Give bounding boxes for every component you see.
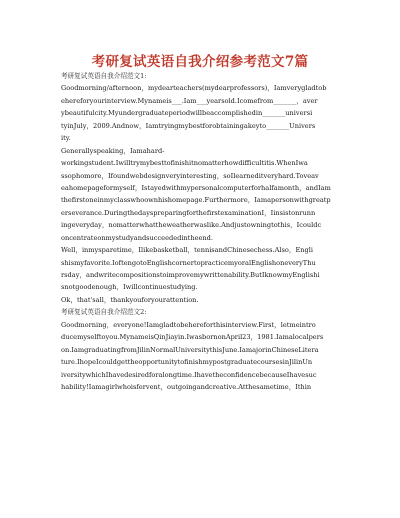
body-line: oncentrateonmystudyandsucceededintheend. bbox=[61, 233, 213, 242]
body-line: Goodmorning，everyone!Iamgladtobehereforthisinterview.First，letmeintro bbox=[61, 320, 316, 329]
body-line: ture.IhopeIcouldgettheopportunitytofinishmypostgraduatecoursesinJilinUn bbox=[61, 358, 313, 367]
body-line: tyinJuly，2009.Andnow，Iamtryingmybestforobtainingakeyto_______Univers bbox=[61, 121, 316, 130]
body-line: thefirstoneinmyclasswhoownhishomepage.Furthermore，Iamapersonwithgreatp bbox=[61, 196, 331, 205]
body-line: iversitywhichIhavedesiredforalongtime.IhavetheconfidencebecauseIhavesuc bbox=[61, 370, 317, 379]
body-line: ybeautifulcity.Myundergraduateperiodwillbeaccomplishedin_______universi bbox=[61, 109, 313, 118]
body-line: ehereforyourinterview.Mynameis___.Iam___yearsold.Icomefrom_______，aver bbox=[61, 96, 318, 105]
body-line: hability!Iamagirlwhoisfervent，outgoingandcreative.Atthesametime，Ithin bbox=[61, 382, 312, 391]
body-line: erseverance.DuringthedayspreparingforthefirstexaminationI，Iinsistonrunn bbox=[61, 208, 316, 217]
body-line: Ok，that'sall，thankyouforyourattention. bbox=[61, 295, 199, 304]
body-line: Goodmorning/afternoon，mydearteachers(mydearprofessors)，Iamverygladtob bbox=[61, 84, 327, 93]
document-title: 考研复试英语自我介绍参考范文7篇 bbox=[91, 54, 309, 70]
body-line: ingeveryday，nomatterwhattheweatherwaslike.Andjustowningtothis，Icouldc bbox=[61, 221, 322, 230]
body-line: shismyfavorite.IoftengotoEnglishcornertopracticemyoralEnglishoneveryThu bbox=[61, 258, 316, 267]
body-line: workingstudent.Iwilltrymybesttofinishitnomatterhowdifficultitis.WhenIwa bbox=[61, 159, 308, 168]
body-line: rsday，andwritecompositionstoimprovemywrittenability.ButIknowmyEnglishi bbox=[61, 271, 320, 279]
body-line: snotgoodenough，Iwillcontinuestudying. bbox=[61, 283, 198, 292]
section-heading-1: 考研复试英语自我介绍范文1: bbox=[61, 72, 147, 80]
body-line: ducemyselftoyou.MynameisQinJiayin.IwasbornonApril23，1981.Iamalocalpers bbox=[61, 333, 324, 342]
body-line: on.IamgraduatingfromJilinNormalUniversitythisJune.IamajorinChineseLitera bbox=[61, 345, 319, 354]
body-line: Well，inmysparetime，Ilikebasketball，tennisandChinesechess.Also，Engli bbox=[61, 246, 313, 255]
body-line: ssophomore，Ifoundwebdesignveryinteresting，soIlearneditveryhard.Toveav bbox=[61, 171, 319, 180]
section-heading-2: 考研复试英语自我介绍范文2: bbox=[61, 308, 147, 317]
body-line: eahomepageformyself，Istayedwithmypersonalcomputerforhalfamonth，andIam bbox=[61, 183, 331, 192]
body-line: ity. bbox=[61, 134, 71, 143]
document-body bbox=[61, 70, 346, 393]
body-line: Generallyspeaking，Iamahard- bbox=[61, 146, 165, 155]
